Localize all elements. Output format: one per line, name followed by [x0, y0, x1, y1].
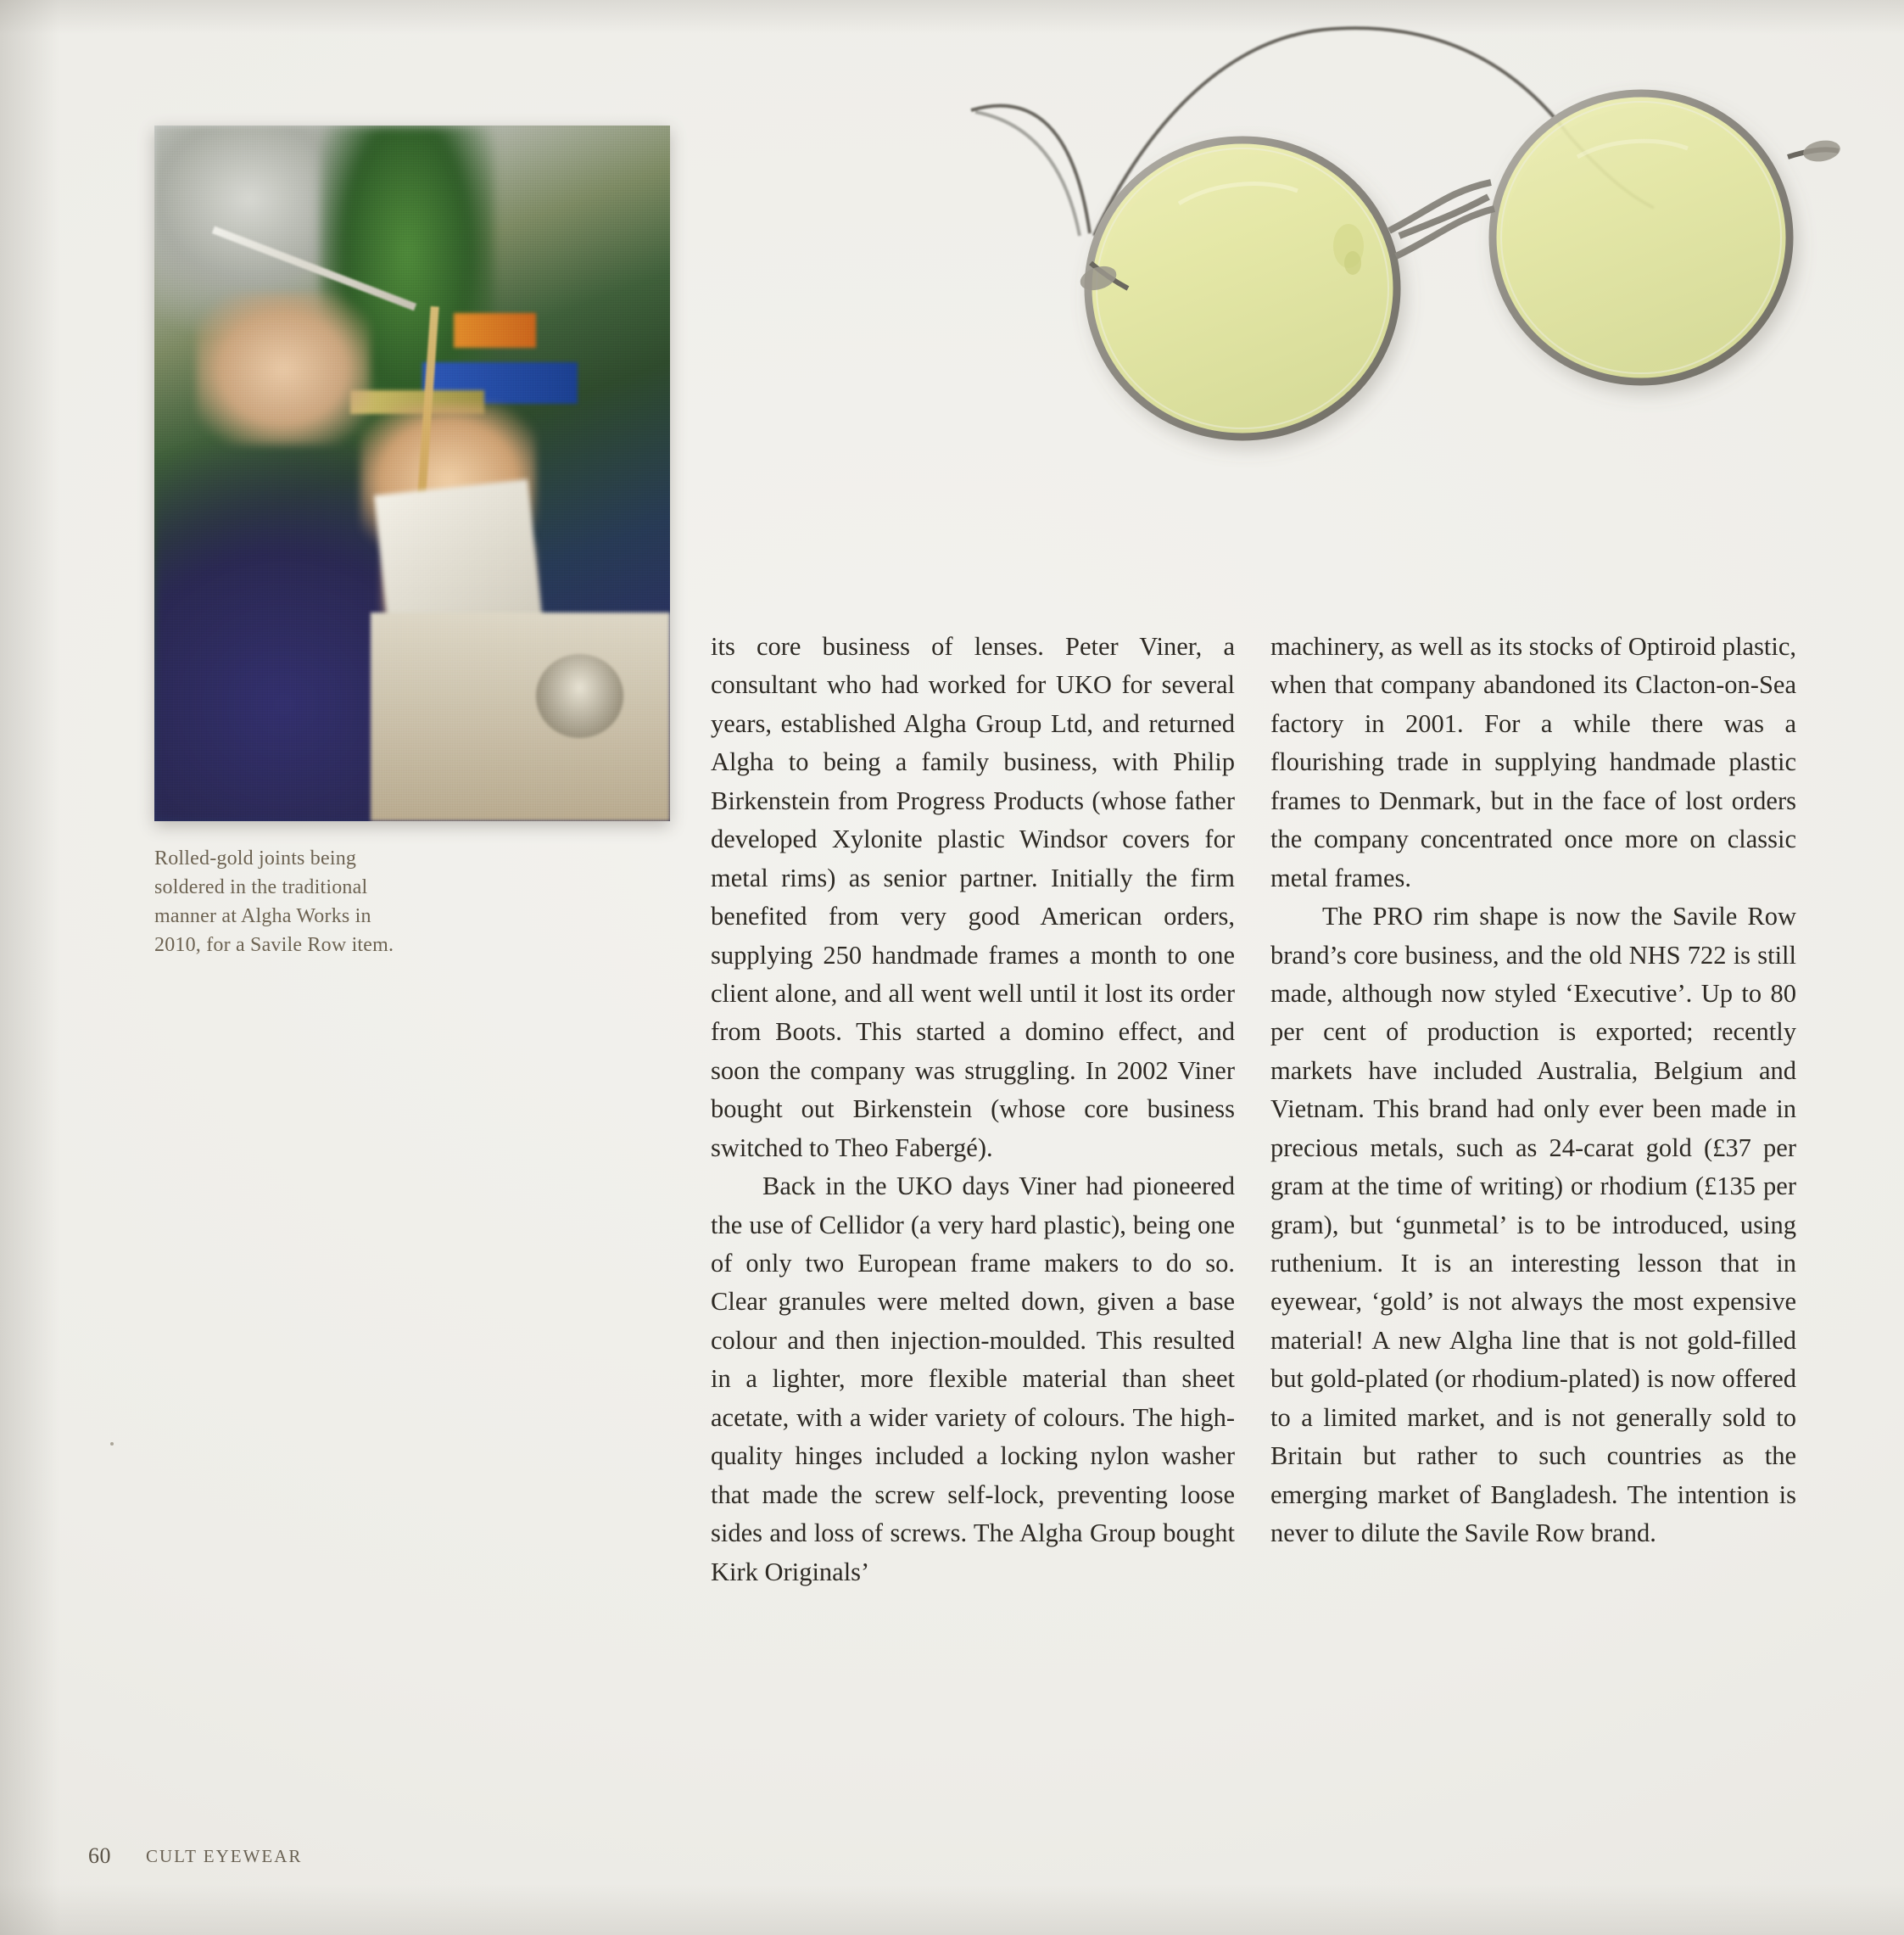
body-column-left	[711, 628, 1235, 1591]
page-shadow-bottom	[0, 1884, 1904, 1935]
spectacles-illustration	[924, 8, 1891, 585]
soldering-photograph-image	[154, 126, 670, 821]
soldering-photograph	[154, 126, 670, 821]
figure-caption: Rolled-gold joints being soldered in the traditional manner at Algha Works in 2010, for a Savile Row item.	[154, 847, 394, 957]
body-column-right	[1270, 628, 1796, 1553]
page-shadow-left	[0, 0, 59, 1935]
paragraph: its core business of lenses. Peter Viner, a consultant who had worked for UKO for several years, established Algha Group Ltd, and returned Algha to being a family business, with Philip Birkenstein from Progress Products (whose father developed Xylonite plastic Windsor covers for metal rims) as senior partner. Initially the firm benefited from very good American orders, supplying 250 handmade frames a month to one client alone, and all went well until it lost its order from Boots. This started a domino effect, and soon the company was struggling. In 2002 Viner bought out Birkenstein (whose core business switched to Theo Fabergé).	[711, 632, 1235, 1162]
paragraph: The PRO rim shape is now the Savile Row brand’s core business, and the old NHS 722 is still made, although now styled ‘Executive’. Up to 80 per cent of production is exported; recently markets have included Australia, Belgium and Vietnam. This brand had only ever been made in precious metals, such as 24-carat gold (£37 per gram at the time of writing) or rhodium (£135 per gram), but ‘gunmetal’ is to be introduced, using ruthenium. It is an interesting lesson that in eyewear, ‘gold’ is not always the most expensive material! A new Algha line that is not gold-filled but gold-plated (or rhodium-plated) is now offered to a limited market, and is not generally sold to Britain but rather to such countries as the emerging market of Bangladesh. The intention is never to dilute the Savile Row brand.	[1270, 902, 1796, 1548]
paragraph: Back in the UKO days Viner had pioneered the use of Cellidor (a very hard plastic), being one of only two European frame makers to do so. Clear granules were melted down, given a base colour and then injection-moulded. This resulted in a lighter, more flexible material than sheet acetate, with a wider variety of colours. The high-quality hinges included a locking nylon washer that made the screw self-lock, preventing loose sides and loss of screws. The Algha Group bought Kirk Originals’	[711, 1172, 1235, 1586]
running-head: CULT EYEWEAR	[146, 1846, 303, 1866]
page-speck	[110, 1442, 114, 1446]
page-number: 60	[88, 1843, 111, 1868]
photo-layer-film-grain	[154, 126, 670, 821]
paragraph: machinery, as well as its stocks of Optiroid plastic, when that company abandoned its Clacton-on-Sea factory in 2001. For a while there was a flourishing trade in supplying handmade plastic frames to Denmark, but in the face of lost orders the company concentrated once more on classic metal frames.	[1270, 632, 1796, 892]
round-spectacles-photograph	[924, 8, 1891, 585]
